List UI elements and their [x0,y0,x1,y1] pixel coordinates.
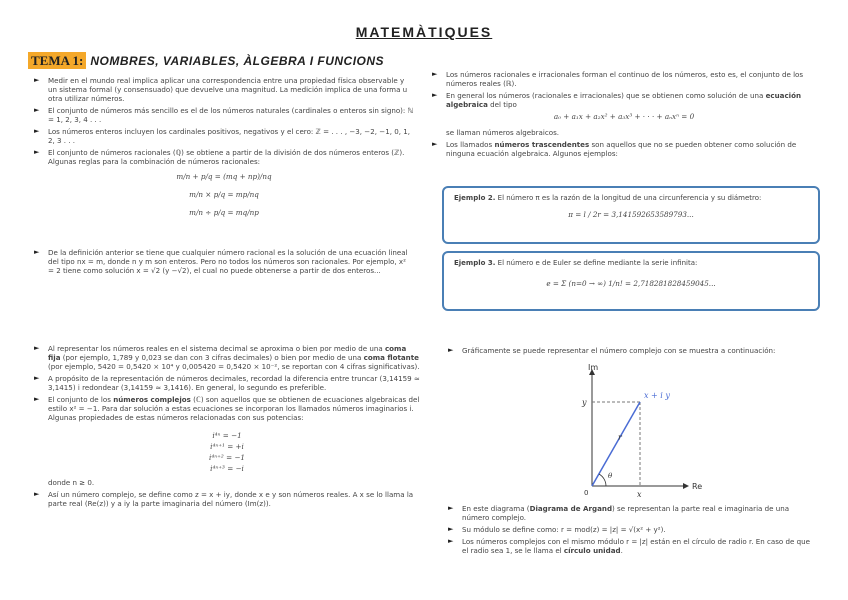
section-heading [28,52,384,69]
bullet-arrow-icon: ► [34,248,40,256]
rational-rules [34,172,414,218]
right-bottom-notes [448,504,818,558]
origin-label: 0 [584,489,589,497]
bullet-complex: ► El conjunto de los números complejos (ℂ) son aquellos que se obtienen de ecuaciones algebraicas del estilo x² = −1. Para dar solución a estas ecuaciones se incorporan los llamados números imaginarios i. Algunas propiedades de estas números relacionadas con sus potencias: [34,395,420,422]
bullet-arrow-icon: ► [448,525,454,533]
section-label: TEMA 1: [28,52,86,69]
right-top-column [432,70,816,161]
left-top-column [34,76,414,278]
im-label: Im [588,363,599,372]
rule-product: m/n × p/q = mp/nq [189,190,259,199]
bullet-arrow-icon: ► [448,537,454,545]
example-2-box [442,186,820,244]
bullet-arrow-icon: ► [34,395,40,403]
bullet-arrow-icon: ► [432,91,438,99]
modulus-vector [592,402,640,486]
power-1: i⁴ⁿ⁺¹ = +i [210,442,244,451]
bullet-integers: ► Los números enteros incluyen los cardinales positivos, negativos y el cero: ℤ = . . . , −3, −2, −1, 0, 1, 2, 3 . . . [34,127,411,145]
power-3: i⁴ⁿ⁺³ = −i [210,464,244,473]
example-3-label: Ejemplo 3. [454,259,496,267]
bullet-reals: ► Los números racionales e irracionales forman el continuo de los números, esto es, el conjunto de los números reales (ℝ). [432,70,804,88]
bullet-measure: ► Medir en el mundo real implica aplicar una correspondencia entre una propiedad física observable y un sistema formal (y consensuado) que devuelve una magnitud. La medición implica de una forma u otra utilizar números. [34,76,408,103]
y-label: y [582,398,587,407]
power-2: i⁴ⁿ⁺² = −1 [209,453,245,462]
bullet-arrow-icon: ► [432,140,438,148]
imaginary-powers [34,430,420,474]
example-2-label: Ejemplo 2. [454,194,496,202]
bullet-modulus: ► Su módulo se define como: r = mod(z) = |z| = √(x² + y²). [448,525,666,534]
bullet-decimal: ► Al representar los números reales en el sistema decimal se aproxima o bien por medio de una coma fija (por ejemplo, 1,789 y 0,023 se dan con 3 cifras decimales) o bien por medio de una coma flotante (por ejemplo, 5420 = 0,5420 × 10⁴ y 0,005420 = 0,5420 × 10⁻², se reportan con 4 cifras significativas). [34,344,420,371]
bullet-transcendent: ► Los llamados números trascendentes son aquellos que no se pueden obtener como solución de ninguna ecuación algebraica. Algunos ejemplos: [432,140,797,158]
bullet-arrow-icon: ► [34,148,40,156]
bullet-irrationals: ► De la definición anterior se tiene que cualquier número racional es la solución de una ecuación lineal del tipo nx = m, donde n y m son enteros. Pero no todos los números son racionales. Por ejemplo, x² = 2 tiene como solución x = √2 (y −√2), el cual no puede obtenerse a partir de dos enteros... [34,248,408,275]
example-2-text: El número π es la razón de la longitud de una circunferencia y su diámetro: [497,194,762,202]
argand-diagram [560,360,720,502]
example-3-formula: e = Σ (n=0 → ∞) 1/n! = 2,718281828459045... [546,279,716,288]
page-title: MATEMÀTIQUES [355,24,493,40]
bullet-arrow-icon: ► [448,346,454,354]
bullet-truncate: ► A propósito de la representación de números decimales, recordad la diferencia entre truncar (3,14159 ≈ 3,1415) i redondear (3,14159 ≈ 3,1416). En general, lo segundo es preferible. [34,374,420,392]
rule-division: m/n ÷ p/q = mq/np [189,208,259,217]
angle-arc [599,474,606,486]
bullet-unit-circle: ► Los números complejos con el mismo módulo r = |z| están en el círculo de radio r. En caso de que el radio sea 1, se le llama el círculo unidad. [448,537,811,555]
bullet-arrow-icon: ► [34,76,40,84]
algebraic-note: se llaman números algebraicos. [446,128,560,137]
polynomial-equation: a₀ + a₁x + a₂x² + a₃x³ + · · · + aₙxⁿ = 0 [553,112,695,121]
x-label: x [637,490,642,499]
rule-sum: m/n + p/q = (mq + np)/nq [176,172,272,181]
example-2-formula: π = l / 2r = 3,141592653589793... [568,210,694,219]
re-label: Re [692,482,703,491]
bullet-algebraic: ► En general los números (racionales e irracionales) que se obtienen como solución de una ecuación algebraica del tipo [432,91,802,109]
bullet-arrow-icon: ► [34,127,40,135]
example-3-box [442,251,820,311]
powers-note: donde n ≥ 0. [48,478,95,487]
bullet-arrow-icon: ► [34,344,40,352]
bullet-graph-intro: ► Gráficamente se puede representar el número complejo con se muestra a continuación: [448,346,776,355]
left-bottom-column [34,344,420,511]
bullet-naturals: ► El conjunto de números más sencillo es el de los números naturales (cardinales o enteros sin signo): ℕ = 1, 2, 3, 4 . . . [34,106,414,124]
bullet-rationals: ► El conjunto de números racionales (ℚ) se obtiene a partir de la división de dos números enteros (ℤ). Algunas reglas para la combinación de números racionales: [34,148,405,166]
right-bottom-column [448,346,818,358]
example-3-text: El número e de Euler se define mediante la serie infinita: [497,259,698,267]
section-title: NOMBRES, VARIABLES, ÀLGEBRA I FUNCIONS [90,53,385,68]
bullet-argand: ► En este diagrama (Diagrama de Argand) se representan la parte real e imaginaria de una número complejo. [448,504,790,522]
r-label: r [618,433,622,442]
bullet-arrow-icon: ► [34,490,40,498]
bullet-complex-def: ► Así un número complejo, se define como z = x + iy, donde x e y son números reales. A x se lo llama la parte real (Re(z)) y a iy la parte imaginaria del número (Im(z)). [34,490,414,508]
bullet-arrow-icon: ► [432,70,438,78]
bullet-arrow-icon: ► [448,504,454,512]
point-label: x + i y [644,391,670,400]
bullet-arrow-icon: ► [34,374,40,382]
power-0: i⁴ⁿ = −1 [212,431,242,440]
theta-label: θ [608,472,613,480]
bullet-arrow-icon: ► [34,106,40,114]
